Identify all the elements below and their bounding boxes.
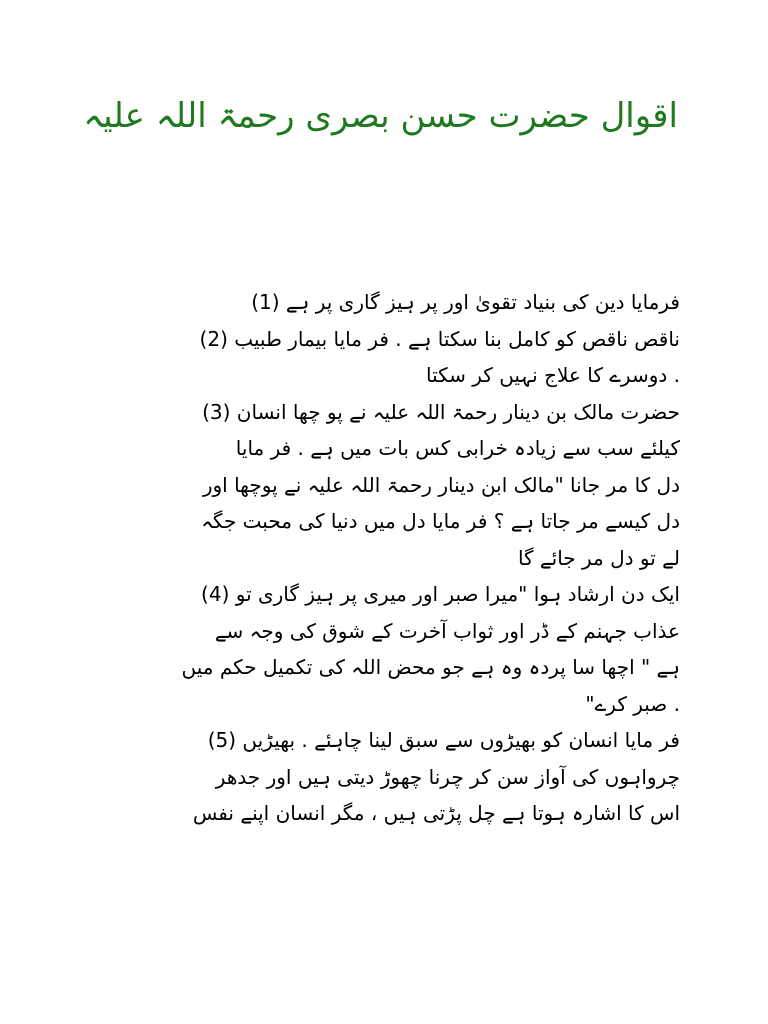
text-line: دل کیسے مر جاتا ہے ؟ فر مایا دل میں دنیا کی محبت جگہ — [201, 509, 680, 533]
text-line: . صبر کرے" — [585, 691, 680, 716]
text-line: فرمایا دین کی بنیاد تقویٰ اور پر ہیز گاری پر ہے (1) — [251, 290, 680, 314]
text-line: . دوسرے کا علاج نہیں کر سکتا — [425, 363, 680, 387]
text-line: ناقص ناقص کو کامل بنا سکتا ہے . فر مایا بیمار طبیب (2) — [199, 326, 680, 351]
text-line: فر مایا انسان کو بھیڑوں سے سبق لینا چاہئے . بھیڑیں (5) — [207, 728, 680, 752]
text-line: دل کا مر جانا "مالک ابن دینار رحمۃ اللہ علیہ نے پوچھا اور — [202, 472, 680, 497]
text-line: ہے " اچھا سا پردہ وہ ہے جو محض اللہ کی تکمیل حکم میں — [181, 655, 680, 679]
document-body — [80, 284, 680, 832]
text-line: لے تو دل مر جائے گا — [517, 545, 680, 570]
text-line: کیلئے سب سے زیادہ خرابی کس بات میں ہے . فر مایا — [235, 436, 680, 460]
text-line: اس کا اشارہ ہوتا ہے چل پڑتی ہیں ، مگر انسان اپنے نفس — [192, 801, 680, 825]
text-line: عذاب جہنم کے ڈر اور ثواب آخرت کے شوق کی وجہ سے — [214, 618, 680, 643]
text-line: حضرت مالک بن دینار رحمۃ اللہ علیہ نے پو چھا انسان (3) — [202, 399, 680, 424]
page-title: اقوال حضرت حسن بصری رحمۃ اللہ علیہ — [83, 96, 678, 136]
text-line: ایک دن ارشاد ہوا "میرا صبر اور میری پر ہیز گاری تو (4) — [201, 582, 680, 606]
text-line: چرواہوں کی آواز سن کر چرنا چھوڑ دیتی ہیں اور جدھر — [215, 764, 680, 789]
